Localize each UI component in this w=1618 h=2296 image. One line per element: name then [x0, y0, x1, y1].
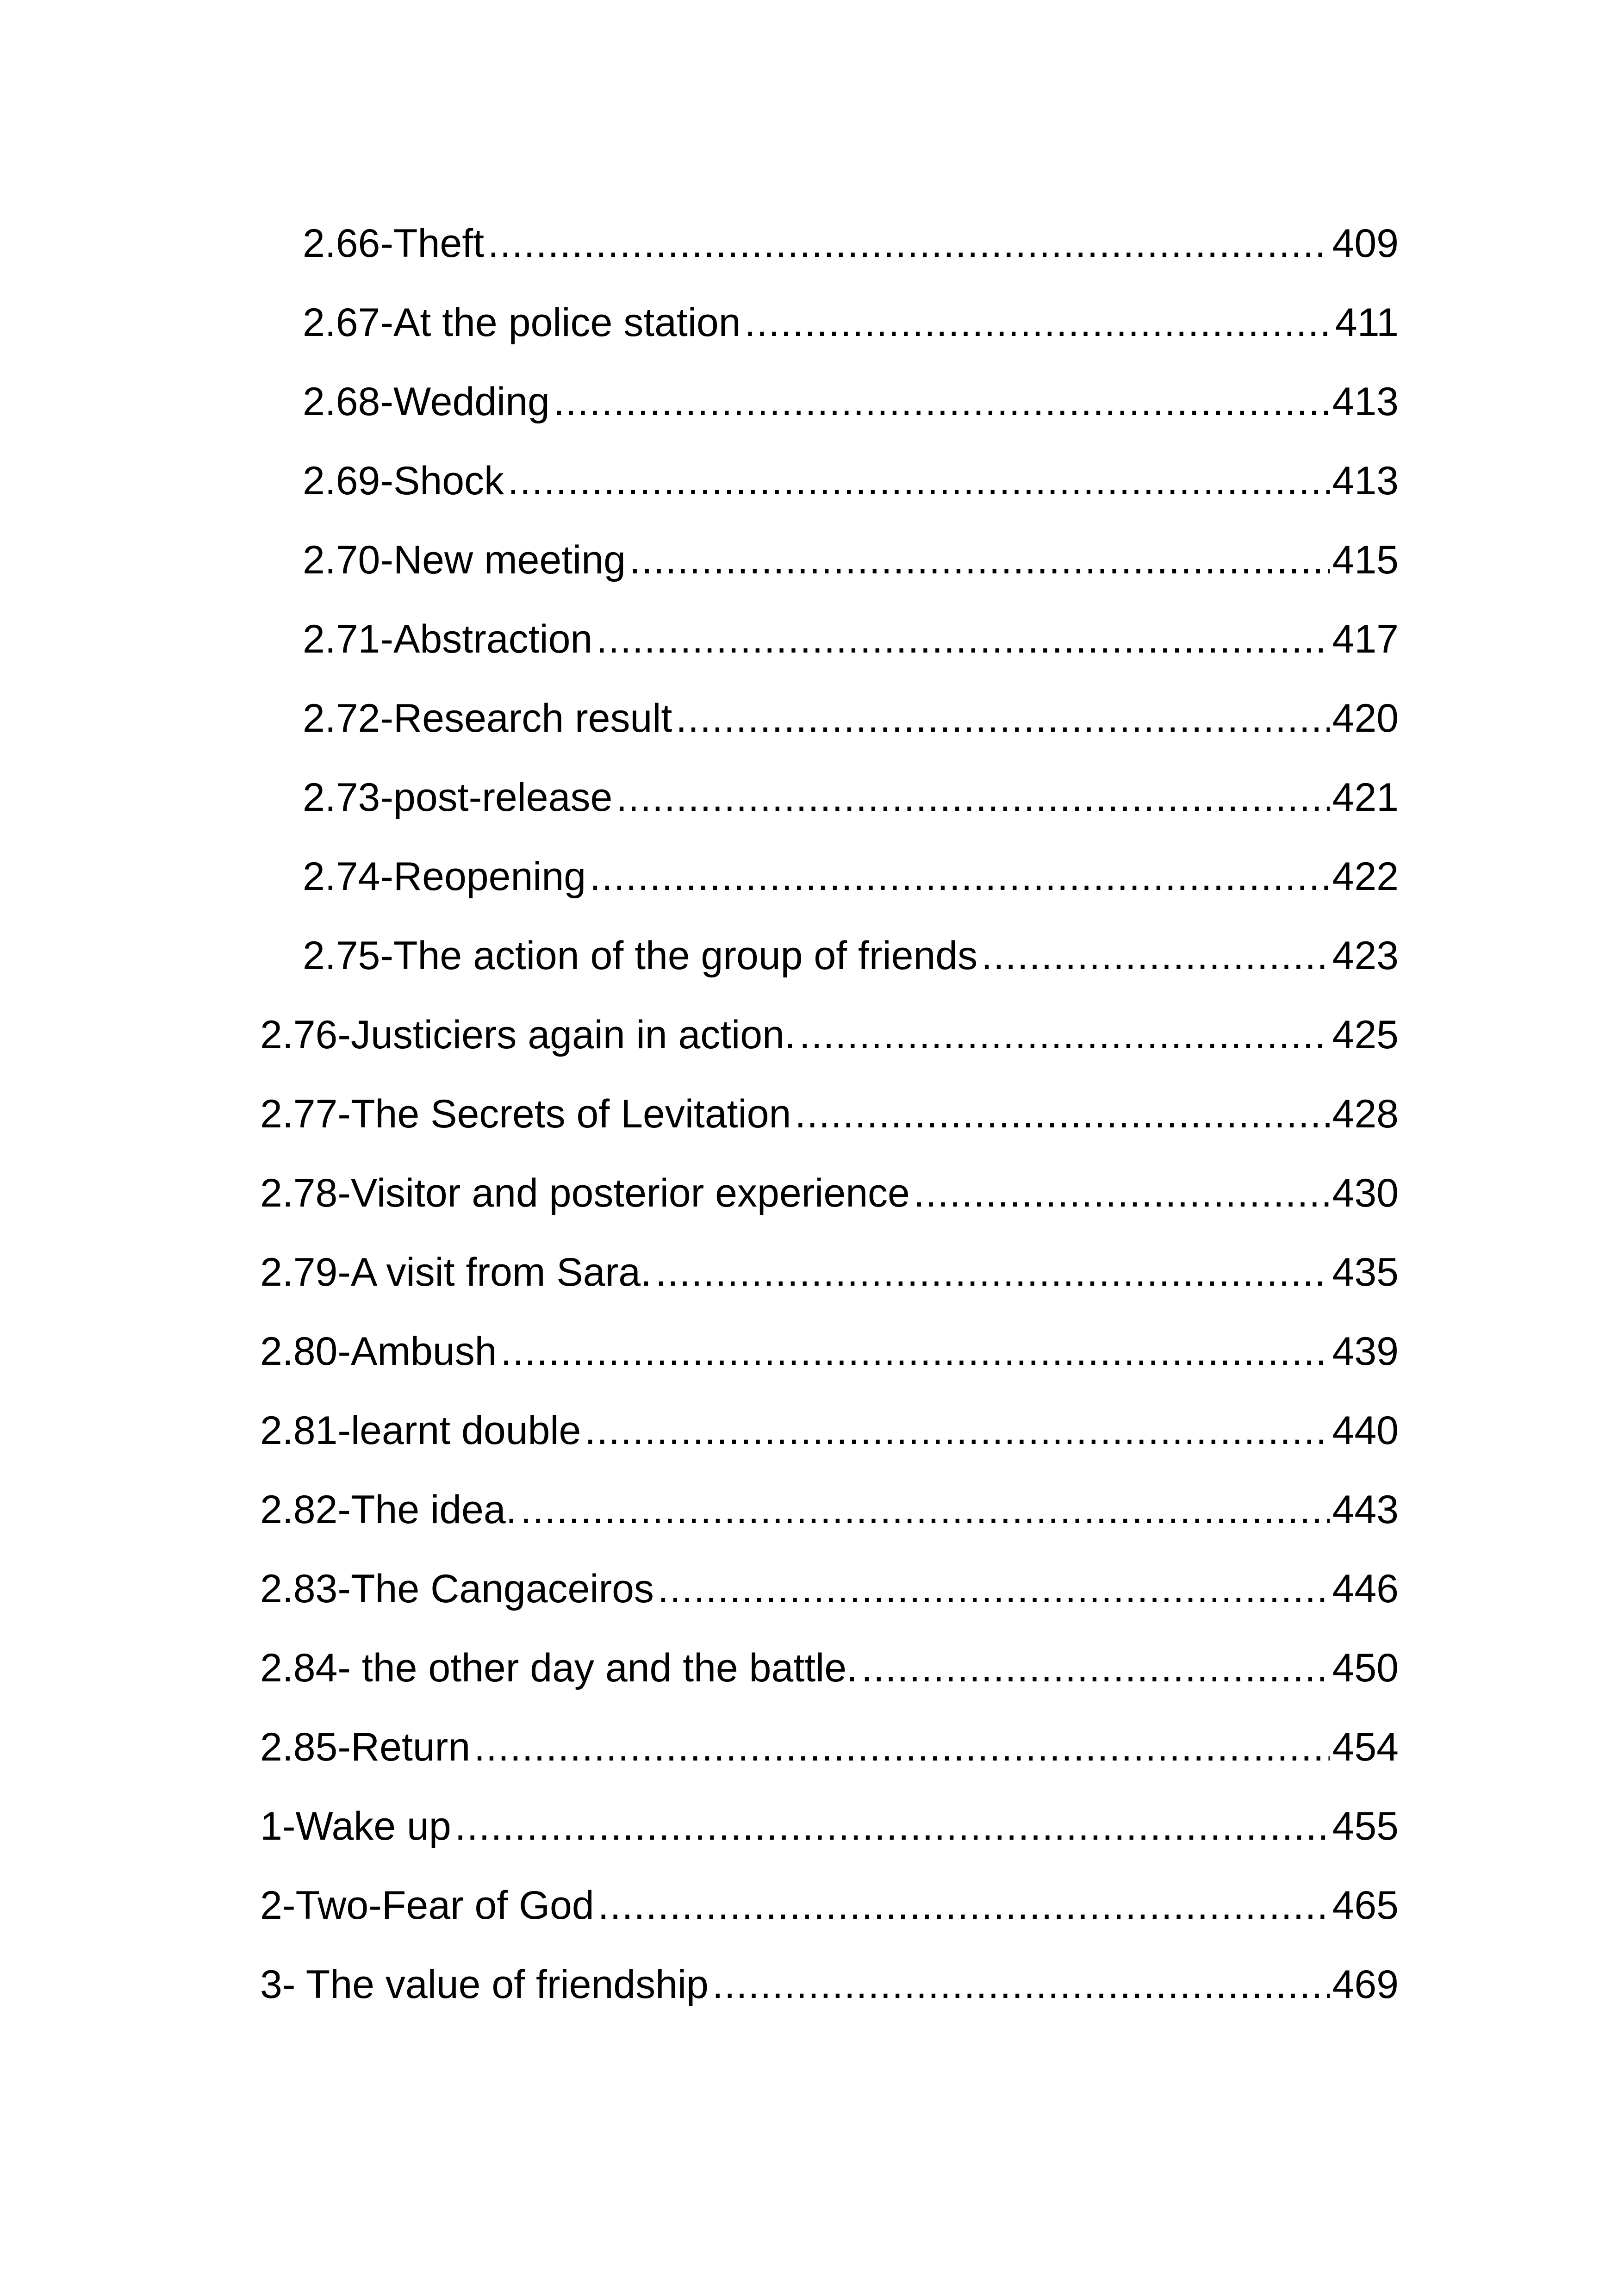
- toc-entry-page-number: 409: [1332, 221, 1399, 266]
- dot-leader: [655, 1252, 1330, 1292]
- dot-leader: [861, 1648, 1330, 1688]
- toc-entry[interactable]: [260, 204, 1399, 283]
- dot-leader: [616, 778, 1329, 817]
- toc-entry-title: 2.78-Visitor and posterior experience: [260, 1170, 910, 1215]
- dot-leader: [521, 1490, 1330, 1530]
- toc-entry-title: 2.80-Ambush: [260, 1329, 497, 1374]
- toc-entry[interactable]: [260, 678, 1399, 758]
- dot-leader: [508, 461, 1329, 501]
- toc-entry-page-number: 435: [1332, 1250, 1399, 1294]
- toc-entry-page-number: 422: [1332, 854, 1399, 899]
- toc-entry-page-number: 428: [1332, 1091, 1399, 1136]
- toc-entry-page-number: 425: [1332, 1012, 1399, 1057]
- toc-entry[interactable]: [260, 1786, 1399, 1866]
- toc-entry-page-number: 455: [1332, 1804, 1399, 1848]
- toc-entry[interactable]: [260, 916, 1399, 995]
- toc-entry[interactable]: [260, 520, 1399, 599]
- toc-entry-page-number: 440: [1332, 1408, 1399, 1453]
- toc-entry-title: 2.75-The action of the group of friends: [303, 933, 978, 978]
- toc-entry-title: 2.74-Reopening: [303, 854, 586, 899]
- toc-entry-title: 2.76-Justiciers again in action.: [260, 1012, 796, 1057]
- toc-entry-title: 2.77-The Secrets of Levitation: [260, 1091, 791, 1136]
- toc-entry-page-number: 465: [1332, 1883, 1399, 1928]
- dot-leader: [488, 224, 1330, 263]
- toc-entry-page-number: 469: [1332, 1962, 1399, 2007]
- toc-entry-page-number: 443: [1332, 1487, 1399, 1532]
- toc-entry-title: 3- The value of friendship: [260, 1962, 709, 2007]
- toc-entry-title: 2.73-post-release: [303, 775, 613, 820]
- toc-entry[interactable]: [260, 1549, 1399, 1628]
- toc-entry-title: 2.79-A visit from Sara.: [260, 1250, 652, 1294]
- toc-entry-page-number: 420: [1332, 696, 1399, 740]
- toc-entry-title: 2.70-New meeting: [303, 537, 626, 582]
- dot-leader: [795, 1094, 1329, 1134]
- toc-entry[interactable]: [260, 1628, 1399, 1707]
- dot-leader: [474, 1727, 1329, 1767]
- toc-entry-title: 1-Wake up: [260, 1804, 451, 1848]
- table-of-contents: [260, 204, 1399, 2024]
- toc-entry-title: 2.85-Return: [260, 1724, 471, 1769]
- toc-entry[interactable]: [260, 1232, 1399, 1312]
- toc-entry[interactable]: [260, 758, 1399, 837]
- dot-leader: [501, 1332, 1330, 1371]
- toc-entry-page-number: 454: [1332, 1724, 1399, 1769]
- dot-leader: [455, 1806, 1330, 1846]
- dot-leader: [676, 698, 1329, 738]
- dot-leader: [799, 1015, 1330, 1055]
- toc-entry-page-number: 413: [1332, 379, 1399, 424]
- toc-entry-title: 2.84- the other day and the battle.: [260, 1645, 858, 1690]
- toc-entry-page-number: 417: [1332, 616, 1399, 661]
- toc-entry-title: 2.82-The idea.: [260, 1487, 517, 1532]
- toc-entry[interactable]: [260, 1945, 1399, 2024]
- dot-leader: [745, 303, 1332, 342]
- toc-entry[interactable]: [260, 599, 1399, 678]
- toc-entry-title: 2.71-Abstraction: [303, 616, 593, 661]
- toc-entry[interactable]: [260, 362, 1399, 441]
- toc-entry[interactable]: [260, 1470, 1399, 1549]
- dot-leader: [554, 382, 1330, 422]
- toc-entry-page-number: 421: [1332, 775, 1399, 820]
- toc-entry-page-number: 450: [1332, 1645, 1399, 1690]
- dot-leader: [629, 540, 1330, 580]
- dot-leader: [712, 1965, 1330, 2004]
- toc-entry[interactable]: [260, 1866, 1399, 1945]
- dot-leader: [658, 1569, 1330, 1609]
- dot-leader: [590, 857, 1329, 896]
- dot-leader: [596, 619, 1329, 659]
- dot-leader: [585, 1411, 1329, 1450]
- toc-entry-title: 2.67-At the police station: [303, 300, 741, 345]
- toc-entry-page-number: 413: [1332, 458, 1399, 503]
- toc-entry-title: 2-Two-Fear of God: [260, 1883, 594, 1928]
- toc-entry-page-number: 439: [1332, 1329, 1399, 1374]
- dot-leader: [914, 1173, 1330, 1213]
- toc-entry[interactable]: [260, 1391, 1399, 1470]
- toc-entry-page-number: 411: [1335, 300, 1399, 345]
- toc-entry[interactable]: [260, 1707, 1399, 1786]
- toc-entry-title: 2.69-Shock: [303, 458, 504, 503]
- toc-entry[interactable]: [260, 1312, 1399, 1391]
- toc-entry-title: 2.72-Research result: [303, 696, 672, 740]
- toc-entry-page-number: 430: [1332, 1170, 1399, 1215]
- toc-entry-title: 2.68-Wedding: [303, 379, 550, 424]
- toc-entry[interactable]: [260, 1074, 1399, 1153]
- dot-leader: [981, 936, 1329, 976]
- toc-entry[interactable]: [260, 995, 1399, 1074]
- toc-entry-page-number: 423: [1332, 933, 1399, 978]
- toc-entry-page-number: 446: [1332, 1566, 1399, 1611]
- toc-entry-title: 2.81-learnt double: [260, 1408, 581, 1453]
- toc-entry[interactable]: [260, 283, 1399, 362]
- dot-leader: [598, 1885, 1330, 1925]
- toc-entry-page-number: 415: [1332, 537, 1399, 582]
- toc-entry[interactable]: [260, 441, 1399, 520]
- toc-entry[interactable]: [260, 1153, 1399, 1232]
- toc-entry-title: 2.66-Theft: [303, 221, 484, 266]
- toc-entry[interactable]: [260, 837, 1399, 916]
- toc-entry-title: 2.83-The Cangaceiros: [260, 1566, 654, 1611]
